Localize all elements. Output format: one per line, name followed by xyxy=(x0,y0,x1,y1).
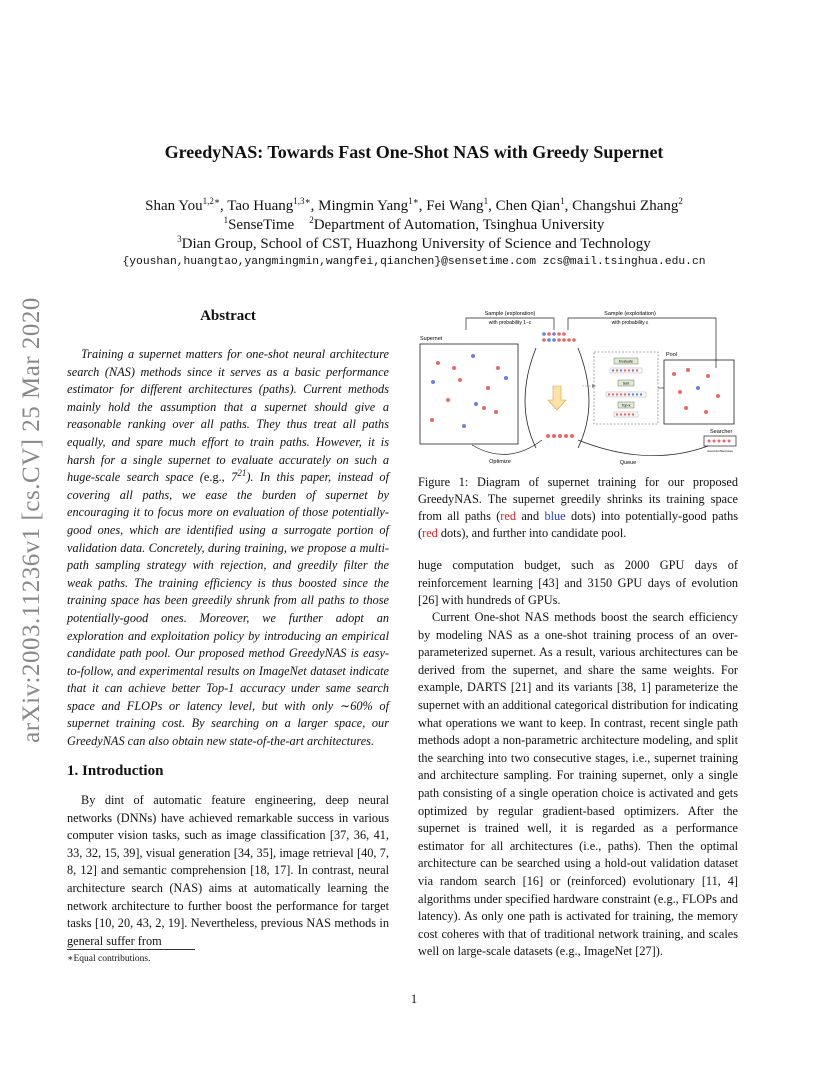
pool-label: Pool xyxy=(666,352,678,358)
block-dots-3 xyxy=(614,412,638,417)
optimize-label: Optimize xyxy=(489,459,511,465)
figure-caption: Figure 1: Diagram of supernet training for our proposed GreedyNAS. The supernet greedily shrinks its training space from all paths (red and blue dots) into potentially-good paths (red dots), and further into candidate pool. xyxy=(418,475,739,540)
left-bracket xyxy=(525,348,536,448)
searcher-dots xyxy=(708,440,731,443)
footnote: ∗Equal contributions. xyxy=(67,954,151,964)
right-paragraph-2: Current One-shot NAS methods boost the search efficiency by modeling NAS as a one-shot training process of an over-parameterized supernet. As a result, various architectures can be derived from the supernet, and share the same weights. For example, DARTS [21] and its variants [38, 1] parameterize the supernet with an additional categorical distribution for indicating what operations we want to keep. In contrast, recent single path methods adopt a non-parametric architecture modeling, and split the searching into two consecutive stages, i.e., supernet training and architecture sampling. For training supernet, only a single path consisting of a single operation choice is activated and gets optimized by regular gradient-based optimizers. After the supernet is trained well, it is regarded as a performance estimator for all architectures (i.e., paths). Then the optimal architecture can be searched using a hold-out validation dataset via random search [16] or (reinforced) evolutionary [11, 4] algorithms under specified hardware constraint (e.g., FLOPs and latency). As only one path is activated for training, the memory cost coheres with that of traditional network training, and scales well on large-scale datasets (e.g., ImageNet [27]). xyxy=(418,610,738,959)
author-emails: {youshan,huangtao,yangmingmin,wangfei,qianchen}@sensetime.com zcs@mail.tsinghua.edu.cn xyxy=(122,256,706,268)
supernet-dots xyxy=(430,354,508,428)
queue-dots xyxy=(546,434,574,438)
down-arrow xyxy=(548,386,566,410)
optimize-arc xyxy=(472,440,542,454)
pool-box xyxy=(664,360,734,424)
sample-exploration-label: Sample (exploration) xyxy=(484,311,536,317)
svg-text:Evaluate: Evaluate xyxy=(619,359,633,364)
affiliation-line-1: $^1$SenseTime $^2$Department of Automation, Tsinghua University xyxy=(223,215,605,233)
svg-text:Sort: Sort xyxy=(622,381,630,386)
prob-exploitation-label: with probability ε xyxy=(611,320,649,326)
authors-line: Shan You$^{1,2∗}$, Tao Huang$^{1,3∗}$, Mingmin Yang$^{1∗}$, Fei Wang$^1$, Chen Qian$^1$, Changshui Zhang$^2$ xyxy=(145,196,683,214)
affiliation-line-2: $^3$Dian Group, School of CST, Huazhong University of Science and Technology xyxy=(177,234,651,252)
searcher-label: Searcher xyxy=(710,429,733,435)
introduction-body: By dint of automatic feature engineering, deep neural networks (DNNs) have achieved remarkable success in various computer vision tasks, such as image classification [37, 36, 41, 33, 32, 15, 39], visual generation [34, 35], image retrieval [40, 7, 8, 12] and semantic comprehension [18, 17]. In contrast, neural architecture search (NAS) aims at automatically learning the network architecture to further boost the performance for target tasks [10, 20, 43, 2, 19]. Nevertheless, previous NAS methods in general suffer from xyxy=(67,793,389,948)
introduction-heading: 1. Introduction xyxy=(67,763,164,779)
abstract-heading: Abstract xyxy=(200,308,256,324)
arxiv-id: arXiv:2003.11236v1 [cs.CV] 25 Mar 2020 xyxy=(18,297,45,743)
block-dots-1 xyxy=(610,368,642,373)
sampled-dots xyxy=(542,332,576,342)
supernet-box xyxy=(420,344,518,444)
pool-dots xyxy=(672,368,720,414)
good-paths-label: Good Architectures xyxy=(707,449,733,453)
prob-exploration-label: with probability 1−ε xyxy=(488,320,532,326)
abstract-body: Training a supernet matters for one-shot neural architecture search (NAS) methods since it serves as a basic performance estimator for different architectures (paths). Current methods mainly hold the assumption that a supernet should give a reasonable ranking over all paths. They thus treat all paths equally, and spare much effort to train paths. However, it is harsh for a single supernet to evaluate accurately on such a huge-scale search space (e.g., $7^{21}$). In this paper, instead of covering all paths, we ease the burden of supernet by encouraging it to focus more on evaluation of those potentially-good ones, which are identified using a surrogate portion of validation data. Concretely, during training, we propose a multi-path sampling strategy with rejection, and greedily filter the weak paths. The training efficiency is thus boosted since the training space has been greedily shrunk from all paths to those potentially-good ones. Moreover, we further adopt an exploration and exploitation policy by introducing an empirical candidate path pool. Our proposed method GreedyNAS is easy-to-follow, and experimental results on ImageNet dataset indicate that it can achieve better Top-1 accuracy under same search space and FLOPs or latency level, but with only ∼60% of supernet training cost. By searching on a larger space, our GreedyNAS can also obtain new state-of-the-art architectures. xyxy=(67,347,389,749)
queue-label: Queue xyxy=(619,460,637,466)
right-bracket xyxy=(578,348,589,448)
queue-arc xyxy=(578,440,708,456)
supernet-label: Supernet xyxy=(420,336,443,342)
footnote-rule xyxy=(67,949,195,950)
arxiv-sidebar xyxy=(10,280,54,760)
svg-text:Top-k: Top-k xyxy=(621,403,631,408)
right-paragraph-1: huge computation budget, such as 2000 GPU days of reinforcement learning [43] and 3150 GPU days of evolution [26] with hundreds of GPUs. xyxy=(418,558,738,608)
block-dots-2 xyxy=(606,392,646,397)
page-number: 1 xyxy=(410,992,418,1006)
paper-title: GreedyNAS: Towards Fast One-Shot NAS with Greedy Supernet xyxy=(164,142,664,162)
figure-diagram xyxy=(418,308,738,466)
sample-exploitation-label: Sample (exploitation) xyxy=(604,311,656,317)
